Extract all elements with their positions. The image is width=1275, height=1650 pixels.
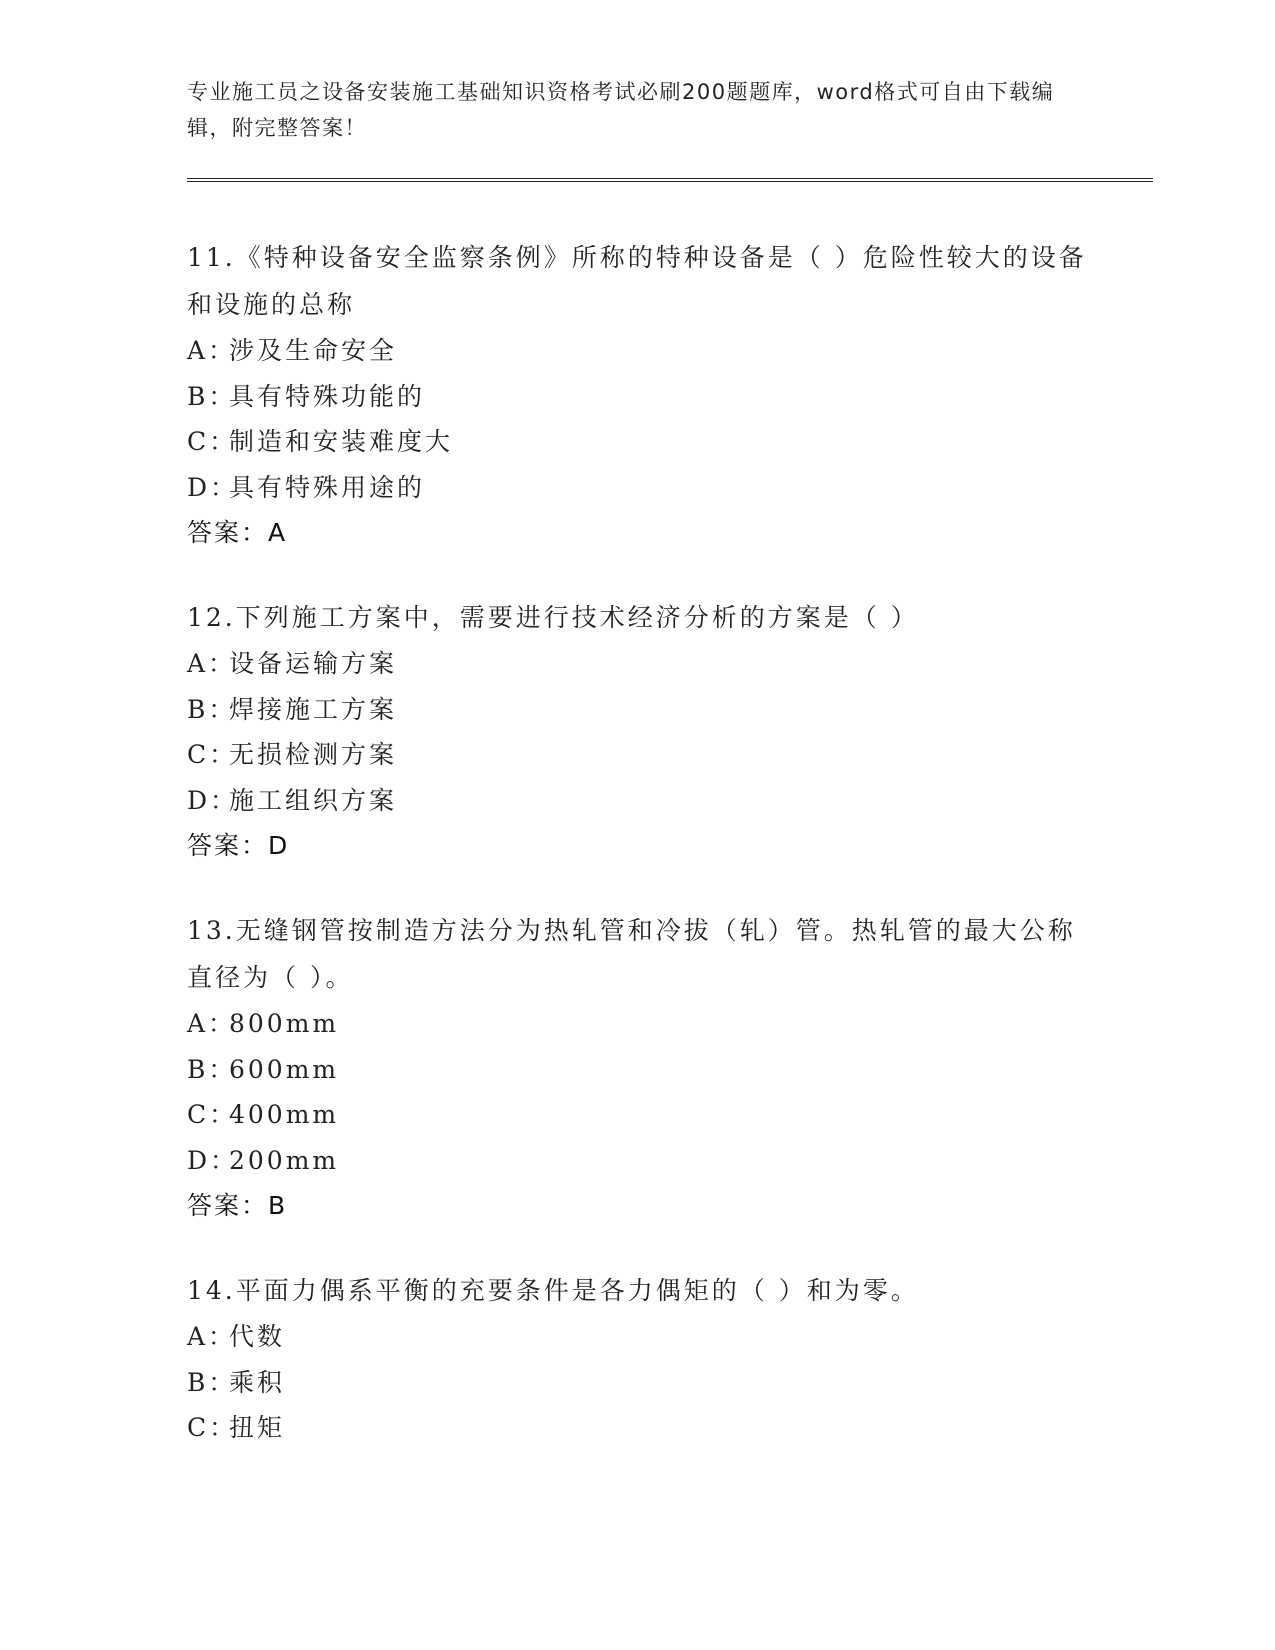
question-stem: 12.下列施工方案中，需要进行技术经济分析的方案是（ ） xyxy=(187,603,919,632)
option-d xyxy=(187,465,1087,511)
question-stem: 13.无缝钢管按制造方法分为热轧管和冷拔（轧）管。热轧管的最大公称直径为（ ）。 xyxy=(187,916,1076,992)
option-text: 无损检测方案 xyxy=(229,740,398,769)
question-stem: 11.《特种设备安全监察条例》所称的特种设备是（ ）危险性较大的设备和设施的总称 xyxy=(187,243,1087,319)
answer-line xyxy=(187,823,1087,869)
option-letter: B： xyxy=(187,381,237,411)
option-letter: C： xyxy=(187,427,238,456)
answer-value: B xyxy=(268,1191,288,1220)
option-text: 600mm xyxy=(229,1054,340,1084)
option-a xyxy=(187,328,1087,374)
option-text: 800mm xyxy=(229,1009,340,1038)
option-text: 制造和安装难度大 xyxy=(229,427,454,456)
option-b xyxy=(187,1047,1087,1093)
option-text: 扭矩 xyxy=(229,1413,286,1442)
option-letter: A： xyxy=(187,1322,237,1351)
option-text: 乘积 xyxy=(229,1367,286,1397)
option-letter: A： xyxy=(187,336,237,365)
option-c xyxy=(187,732,1087,778)
option-text: 涉及生命安全 xyxy=(229,336,398,365)
option-text: 具有特殊用途的 xyxy=(229,472,426,502)
option-text: 200mm xyxy=(229,1145,340,1175)
option-letter: B： xyxy=(187,1054,237,1084)
option-letter: B： xyxy=(187,1367,237,1397)
option-c xyxy=(187,1092,1087,1138)
question-12 xyxy=(187,594,1087,869)
option-a xyxy=(187,641,1087,687)
option-text: 400mm xyxy=(229,1100,340,1129)
option-b xyxy=(187,687,1087,733)
option-letter: C： xyxy=(187,1100,238,1129)
answer-label: 答案： xyxy=(187,831,269,860)
option-letter: C： xyxy=(187,1413,238,1442)
option-c xyxy=(187,1405,1087,1451)
option-text: 焊接施工方案 xyxy=(229,694,398,724)
option-letter: D： xyxy=(187,1145,239,1175)
option-letter: A： xyxy=(187,1009,237,1038)
question-14 xyxy=(187,1267,1087,1451)
option-a xyxy=(187,1314,1087,1360)
option-d xyxy=(187,778,1087,824)
option-text: 代数 xyxy=(229,1322,286,1351)
answer-line xyxy=(187,1183,1087,1229)
option-text: 具有特殊功能的 xyxy=(229,381,426,411)
option-text: 设备运输方案 xyxy=(229,649,398,678)
question-stem: 14.平面力偶系平衡的充要条件是各力偶矩的（ ）和为零。 xyxy=(187,1276,919,1305)
option-letter: D： xyxy=(187,785,239,815)
answer-label: 答案： xyxy=(187,1191,269,1220)
option-c xyxy=(187,419,1087,465)
header-divider xyxy=(187,178,1153,182)
page-header-title: 专业施工员之设备安装施工基础知识资格考试必刷200题题库，word格式可自由下载编辑，附完整答案！ xyxy=(187,80,1055,140)
answer-label: 答案： xyxy=(187,518,269,547)
answer-line xyxy=(187,510,1087,556)
question-13 xyxy=(187,907,1087,1229)
answer-value: D xyxy=(268,831,290,860)
question-11 xyxy=(187,234,1087,556)
answer-value: A xyxy=(268,518,288,547)
option-letter: B： xyxy=(187,694,237,724)
option-d xyxy=(187,1138,1087,1184)
option-letter: A： xyxy=(187,649,237,678)
option-letter: C： xyxy=(187,740,238,769)
option-b xyxy=(187,374,1087,420)
option-a xyxy=(187,1001,1087,1047)
option-text: 施工组织方案 xyxy=(229,785,398,815)
question-list xyxy=(187,234,1087,1489)
option-letter: D： xyxy=(187,472,239,502)
option-b xyxy=(187,1360,1087,1406)
